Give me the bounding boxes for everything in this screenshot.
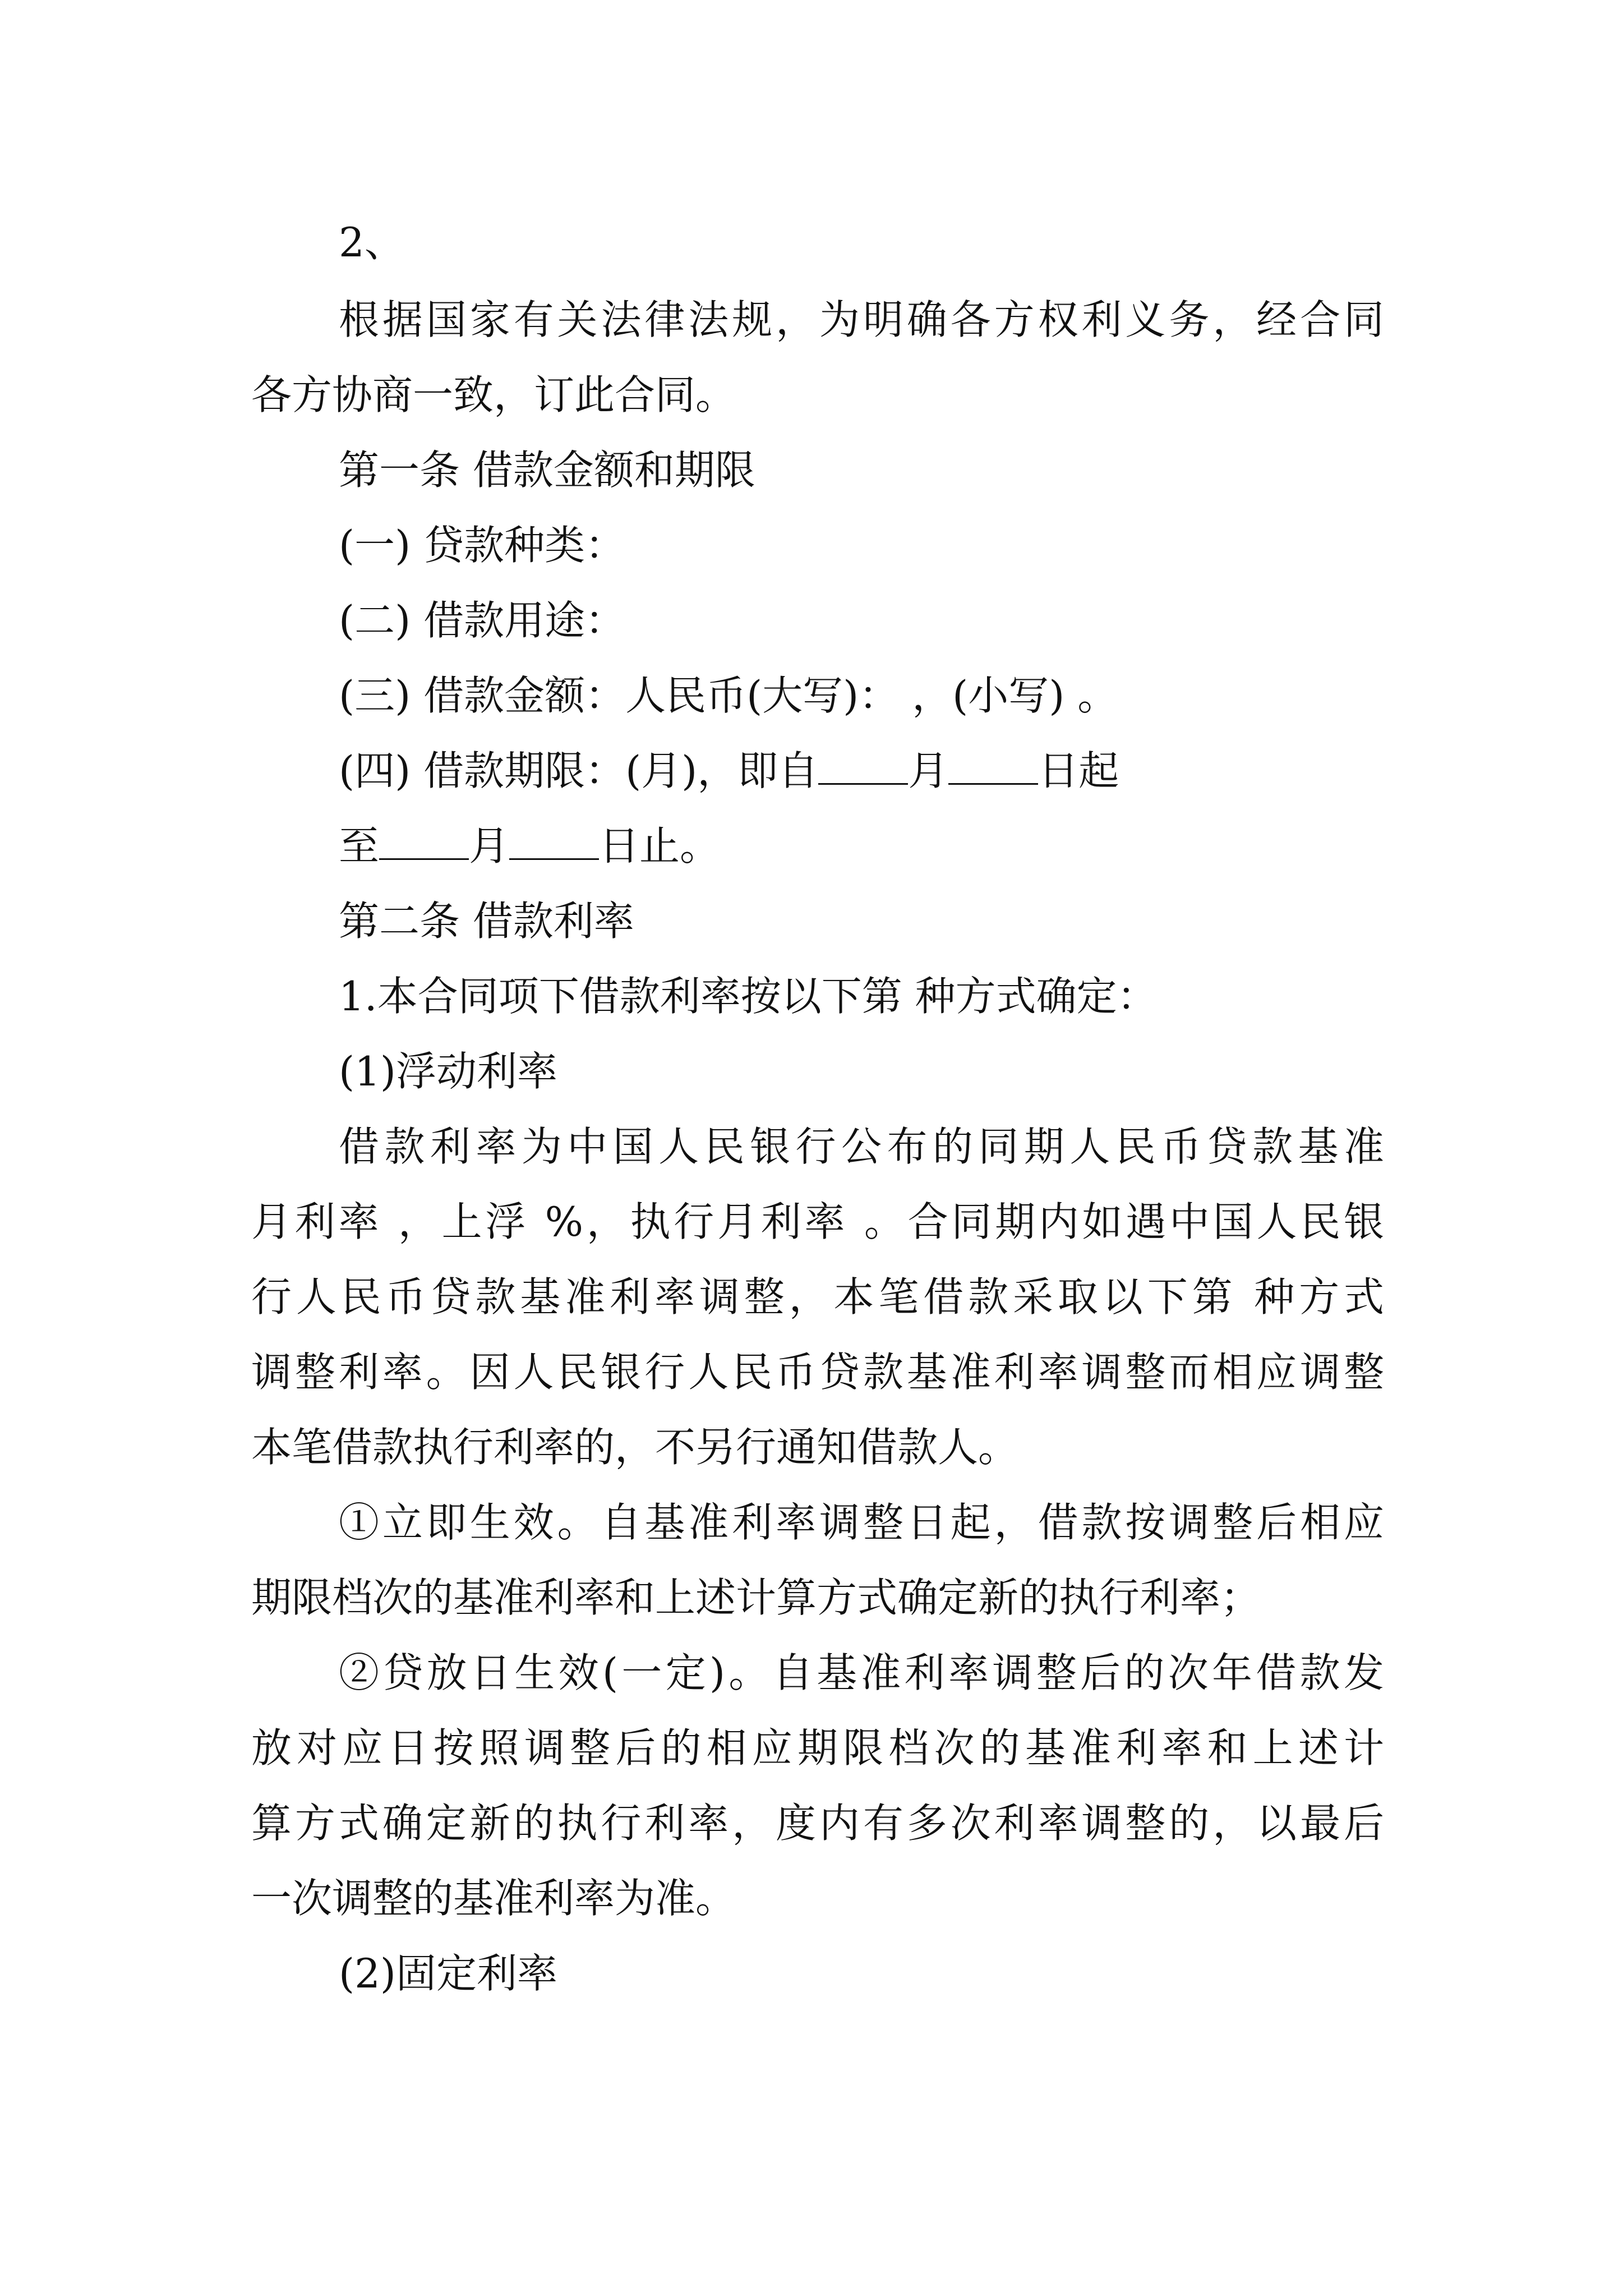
preamble-line-2: 各方协商一致，订此合同。 [251, 372, 736, 417]
start-month-blank [818, 748, 908, 785]
floating-rate-line-1: 借款利率为中国人民银行公布的同期人民币贷款基准 [339, 1124, 1384, 1169]
start-day-blank [948, 748, 1038, 785]
loan-purpose-item: (二) 借款用途： [339, 598, 626, 643]
floating-rate-line-2: 月利率 ，上浮 %，执行月利率 。合同期内如遇中国人民银 [251, 1199, 1384, 1244]
loan-term-end-month: 月 [469, 823, 510, 868]
section-number: 2、 [339, 220, 405, 265]
option-2-line-1: ②贷放日生效(一定)。自基准利率调整后的次年借款发 [339, 1650, 1384, 1695]
floating-rate-line-5: 本笔借款执行利率的，不另行通知借款人。 [251, 1425, 1019, 1470]
loan-term-month: 月 [908, 748, 949, 793]
loan-term-start: 日起 [1038, 748, 1119, 793]
loan-term-end-line [339, 823, 1384, 868]
preamble-line-1: 根据国家有关法律法规，为明确各方权利义务，经合同 [339, 297, 1384, 342]
end-day-blank [509, 823, 599, 860]
loan-term-item [339, 748, 1384, 793]
fixed-rate-heading: (2)固定利率 [339, 1951, 557, 1996]
option-1-line-2: 期限档次的基准利率和上述计算方式确定新的执行利率； [251, 1575, 1261, 1620]
article-1-heading: 第一条 借款金额和期限 [339, 448, 755, 493]
option-2-line-3: 算方式确定新的执行利率，度内有多次利率调整的，以最后 [251, 1801, 1384, 1846]
loan-term-prefix: (四) 借款期限：(月)，即自 [339, 748, 819, 793]
loan-term-end-day: 日止。 [599, 823, 721, 868]
rate-method-clause: 1.本合同项下借款利率按以下第 种方式确定： [339, 974, 1158, 1019]
option-1-line-1: ①立即生效。自基准利率调整日起，借款按调整后相应 [339, 1500, 1384, 1545]
option-2-line-4: 一次调整的基准利率为准。 [251, 1876, 736, 1921]
loan-term-end-prefix: 至 [339, 823, 380, 868]
floating-rate-line-4: 调整利率。因人民银行人民币贷款基准利率调整而相应调整 [251, 1350, 1384, 1395]
floating-rate-line-3: 行人民币贷款基准利率调整，本笔借款采取以下第 种方式 [251, 1274, 1384, 1319]
floating-rate-heading: (1)浮动利率 [339, 1049, 557, 1094]
article-2-heading: 第二条 借款利率 [339, 899, 634, 944]
end-month-blank [379, 823, 469, 860]
loan-type-item: (一) 贷款种类： [339, 523, 626, 568]
loan-amount-item: (三) 借款金额：人民币(大写)： ，(小写) 。 [339, 673, 1118, 718]
option-2-line-2: 放对应日按照调整后的相应期限档次的基准利率和上述计 [251, 1726, 1384, 1770]
